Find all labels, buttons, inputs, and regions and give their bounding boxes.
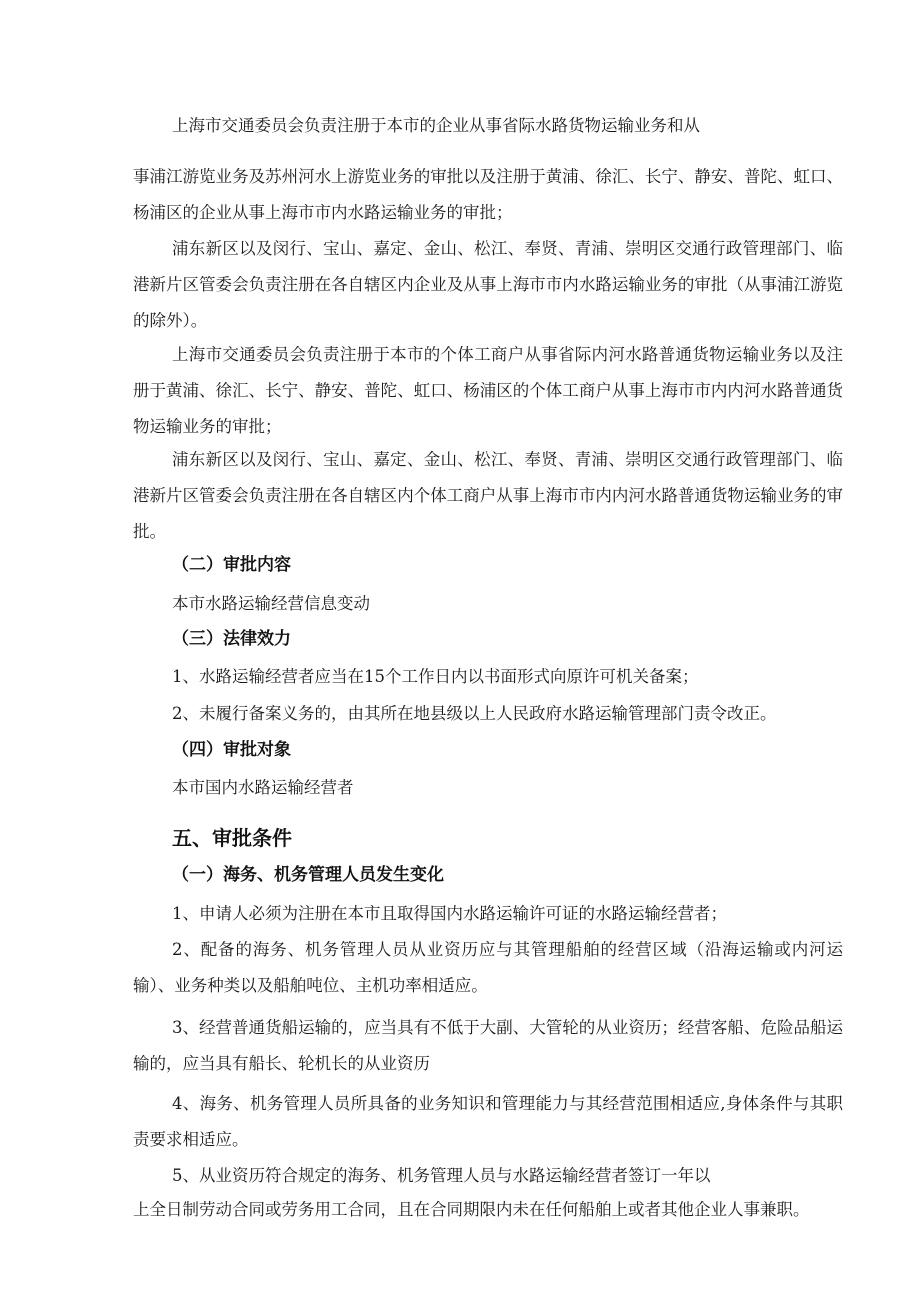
heading-staff-change: （一）海务、机务管理人员发生变化 [172, 865, 444, 885]
paragraph-1-line-1: 上海市交通委员会负责注册于本市的企业从事省际水路货物运输业务和从 [172, 116, 700, 135]
legal-effect-item-2: 2、未履行备案义务的，由其所在地县级以上人民政府水路运输管理部门责令改正。 [172, 704, 777, 723]
condition-5-line-2: 上全日制劳动合同或劳务用工合同，且在合同期限内未在任何船舶上或者其他企业人事兼职。 [133, 1200, 810, 1219]
paragraph-4: 浦东新区以及闵行、宝山、嘉定、金山、松江、奉贤、青浦、崇明区交通行政管理部门、临港新片区管委会负责注册在各自辖区内个体工商户从事上海市市内内河水路普通货物运输业务的审批。 [133, 450, 843, 541]
condition-3: 3、经营普通货船运输的，应当具有不低于大副、大管轮的从业资历；经营客船、危险品船运输的，应当具有船长、轮机长的从业资历 [133, 1018, 843, 1073]
approval-content-text: 本市水路运输经营信息变动 [172, 594, 370, 613]
paragraph-1-line-2: 事浦江游览业务及苏州河水上游览业务的审批以及注册于黄浦、徐汇、长宁、静安、普陀、虹口、杨浦区的企业从事上海市市内水路运输业务的审批； [133, 167, 843, 222]
paragraph-3: 上海市交通委员会负责注册于本市的个体工商户从事省际内河水路普通货物运输业务以及注册于黄浦、徐汇、长宁、静安、普陀、虹口、杨浦区的个体工商户从事上海市市内内河水路普通货物运输业务的审批； [133, 345, 843, 436]
heading-approval-object: （四）审批对象 [172, 740, 291, 760]
legal-effect-item-1: 1、水路运输经营者应当在15个工作日内以书面形式向原许可机关备案； [172, 667, 699, 686]
section-approval-conditions: 五、审批条件 [172, 826, 292, 850]
condition-1: 1、申请人必须为注册在本市且取得国内水路运输许可证的水路运输经营者； [172, 904, 727, 923]
condition-4: 4、海务、机务管理人员所具备的业务知识和管理能力与其经营范围相适应,身体条件与其职责要求相适应。 [133, 1094, 843, 1149]
heading-legal-effect: （三）法律效力 [172, 629, 291, 649]
approval-object-text: 本市国内水路运输经营者 [172, 778, 354, 797]
heading-approval-content: （二）审批内容 [172, 555, 291, 575]
paragraph-2: 浦东新区以及闵行、宝山、嘉定、金山、松江、奉贤、青浦、崇明区交通行政管理部门、临港新片区管委会负责注册在各自辖区内企业及从事上海市市内水路运输业务的审批（从事浦江游览的除外）。 [133, 239, 843, 330]
condition-2: 2、配备的海务、机务管理人员从业资历应与其管理船舶的经营区域（沿海运输或内河运输）、业务种类以及船舶吨位、主机功率相适应。 [133, 940, 843, 995]
condition-5-line-1: 5、从业资历符合规定的海务、机务管理人员与水路运输经营者签订一年以 [172, 1166, 711, 1185]
